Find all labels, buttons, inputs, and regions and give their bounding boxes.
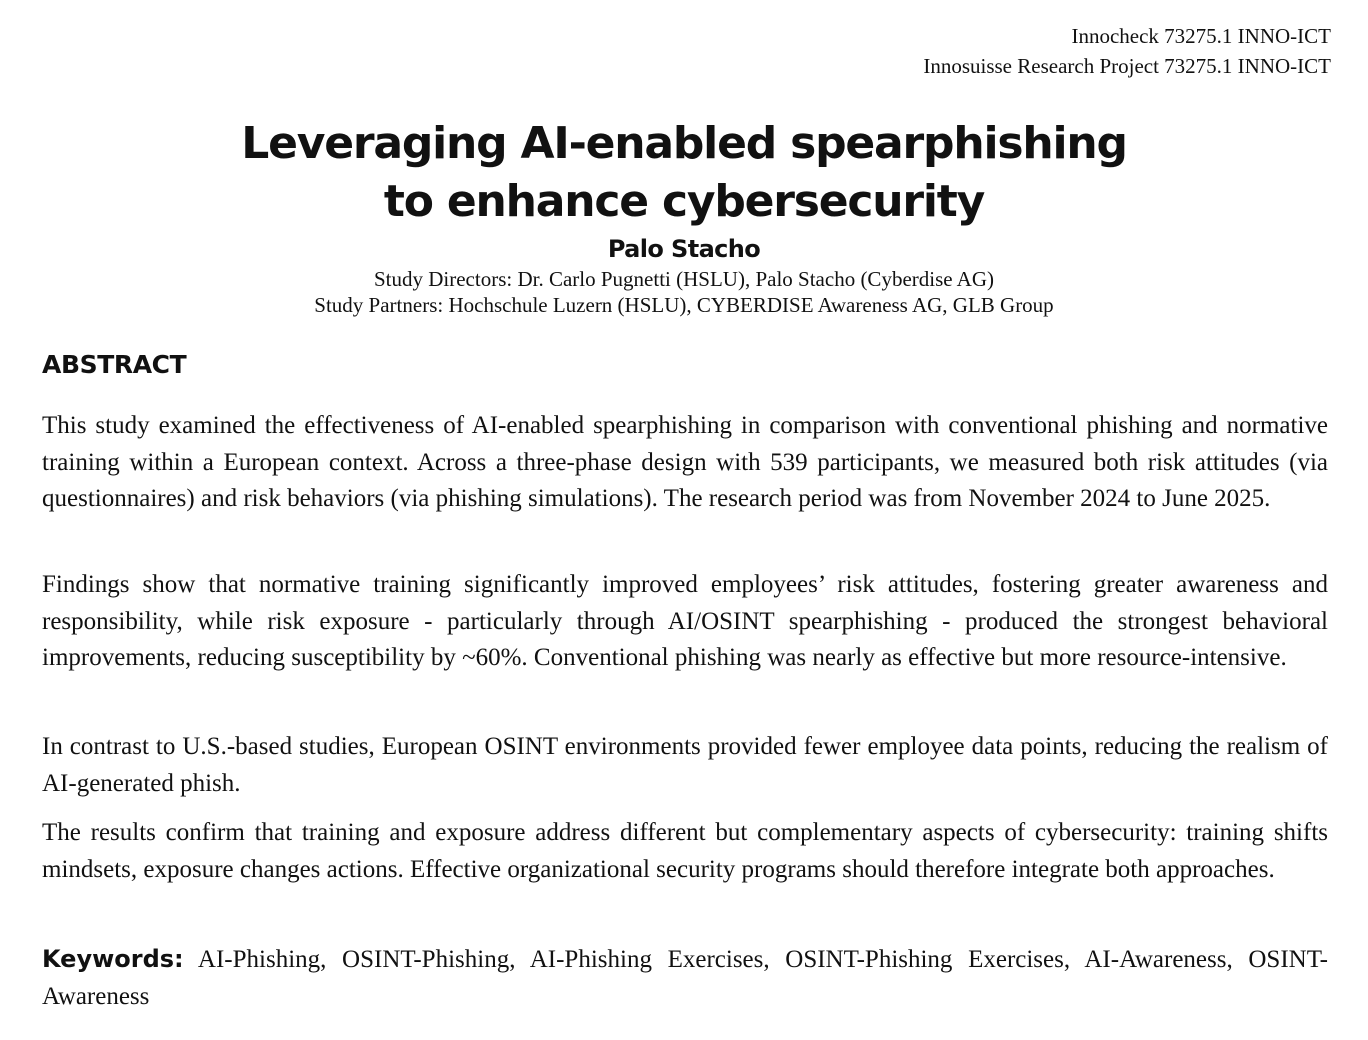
keywords <box>42 941 1328 1015</box>
keywords-label: Keywords: <box>42 945 184 973</box>
abstract-heading: ABSTRACT <box>42 350 187 379</box>
paper-title-line-1: Leveraging AI-enabled spearphishing <box>241 118 1127 169</box>
abstract-paragraph-1: This study examined the effectiveness of AI-enabled spearphishing in comparison with conventional phishing and normative training within a European context. Across a three-phase design with 539 participants, we measured both risk attitudes (via questionnaires) and risk behaviors (via phishing simulations). The research period was from November 2024 to June 2025. <box>42 412 1328 512</box>
paper-title-line-2: to enhance cybersecurity <box>383 176 985 227</box>
study-directors: Study Directors: Dr. Carlo Pugnetti (HSLU), Palo Stacho (Cyberdise AG) <box>373 267 994 291</box>
author-name: Palo Stacho <box>607 235 761 263</box>
project-reference-line-2: Innosuisse Research Project 73275.1 INNO-ICT <box>923 54 1331 78</box>
abstract-paragraph-3: In contrast to U.S.-based studies, European OSINT environments provided fewer employee data points, reducing the realism of AI-generated phish. <box>42 733 1328 797</box>
abstract-paragraph-4: The results confirm that training and exposure address different but complementary aspects of cybersecurity: training shifts mindsets, exposure changes actions. Effective organizational security programs should therefore integrate both approaches. <box>42 819 1328 883</box>
keywords-list: AI-Phishing, OSINT-Phishing, AI-Phishing Exercises, OSINT-Phishing Exercises, AI-Awareness, OSINT-Awareness <box>42 946 1328 1010</box>
abstract-paragraph-2: Findings show that normative training significantly improved employees’ risk attitudes, fostering greater awareness and responsibility, while risk exposure - particularly through AI/OSINT spearphishing - produced the strongest behavioral improvements, reducing susceptibility by ~60%. Conventional phishing was nearly as effective but more resource-intensive. <box>42 571 1328 671</box>
study-partners: Study Partners: Hochschule Luzern (HSLU), CYBERDISE Awareness AG, GLB Group <box>314 293 1054 317</box>
project-reference-line-1: Innocheck 73275.1 INNO-ICT <box>1071 24 1331 48</box>
